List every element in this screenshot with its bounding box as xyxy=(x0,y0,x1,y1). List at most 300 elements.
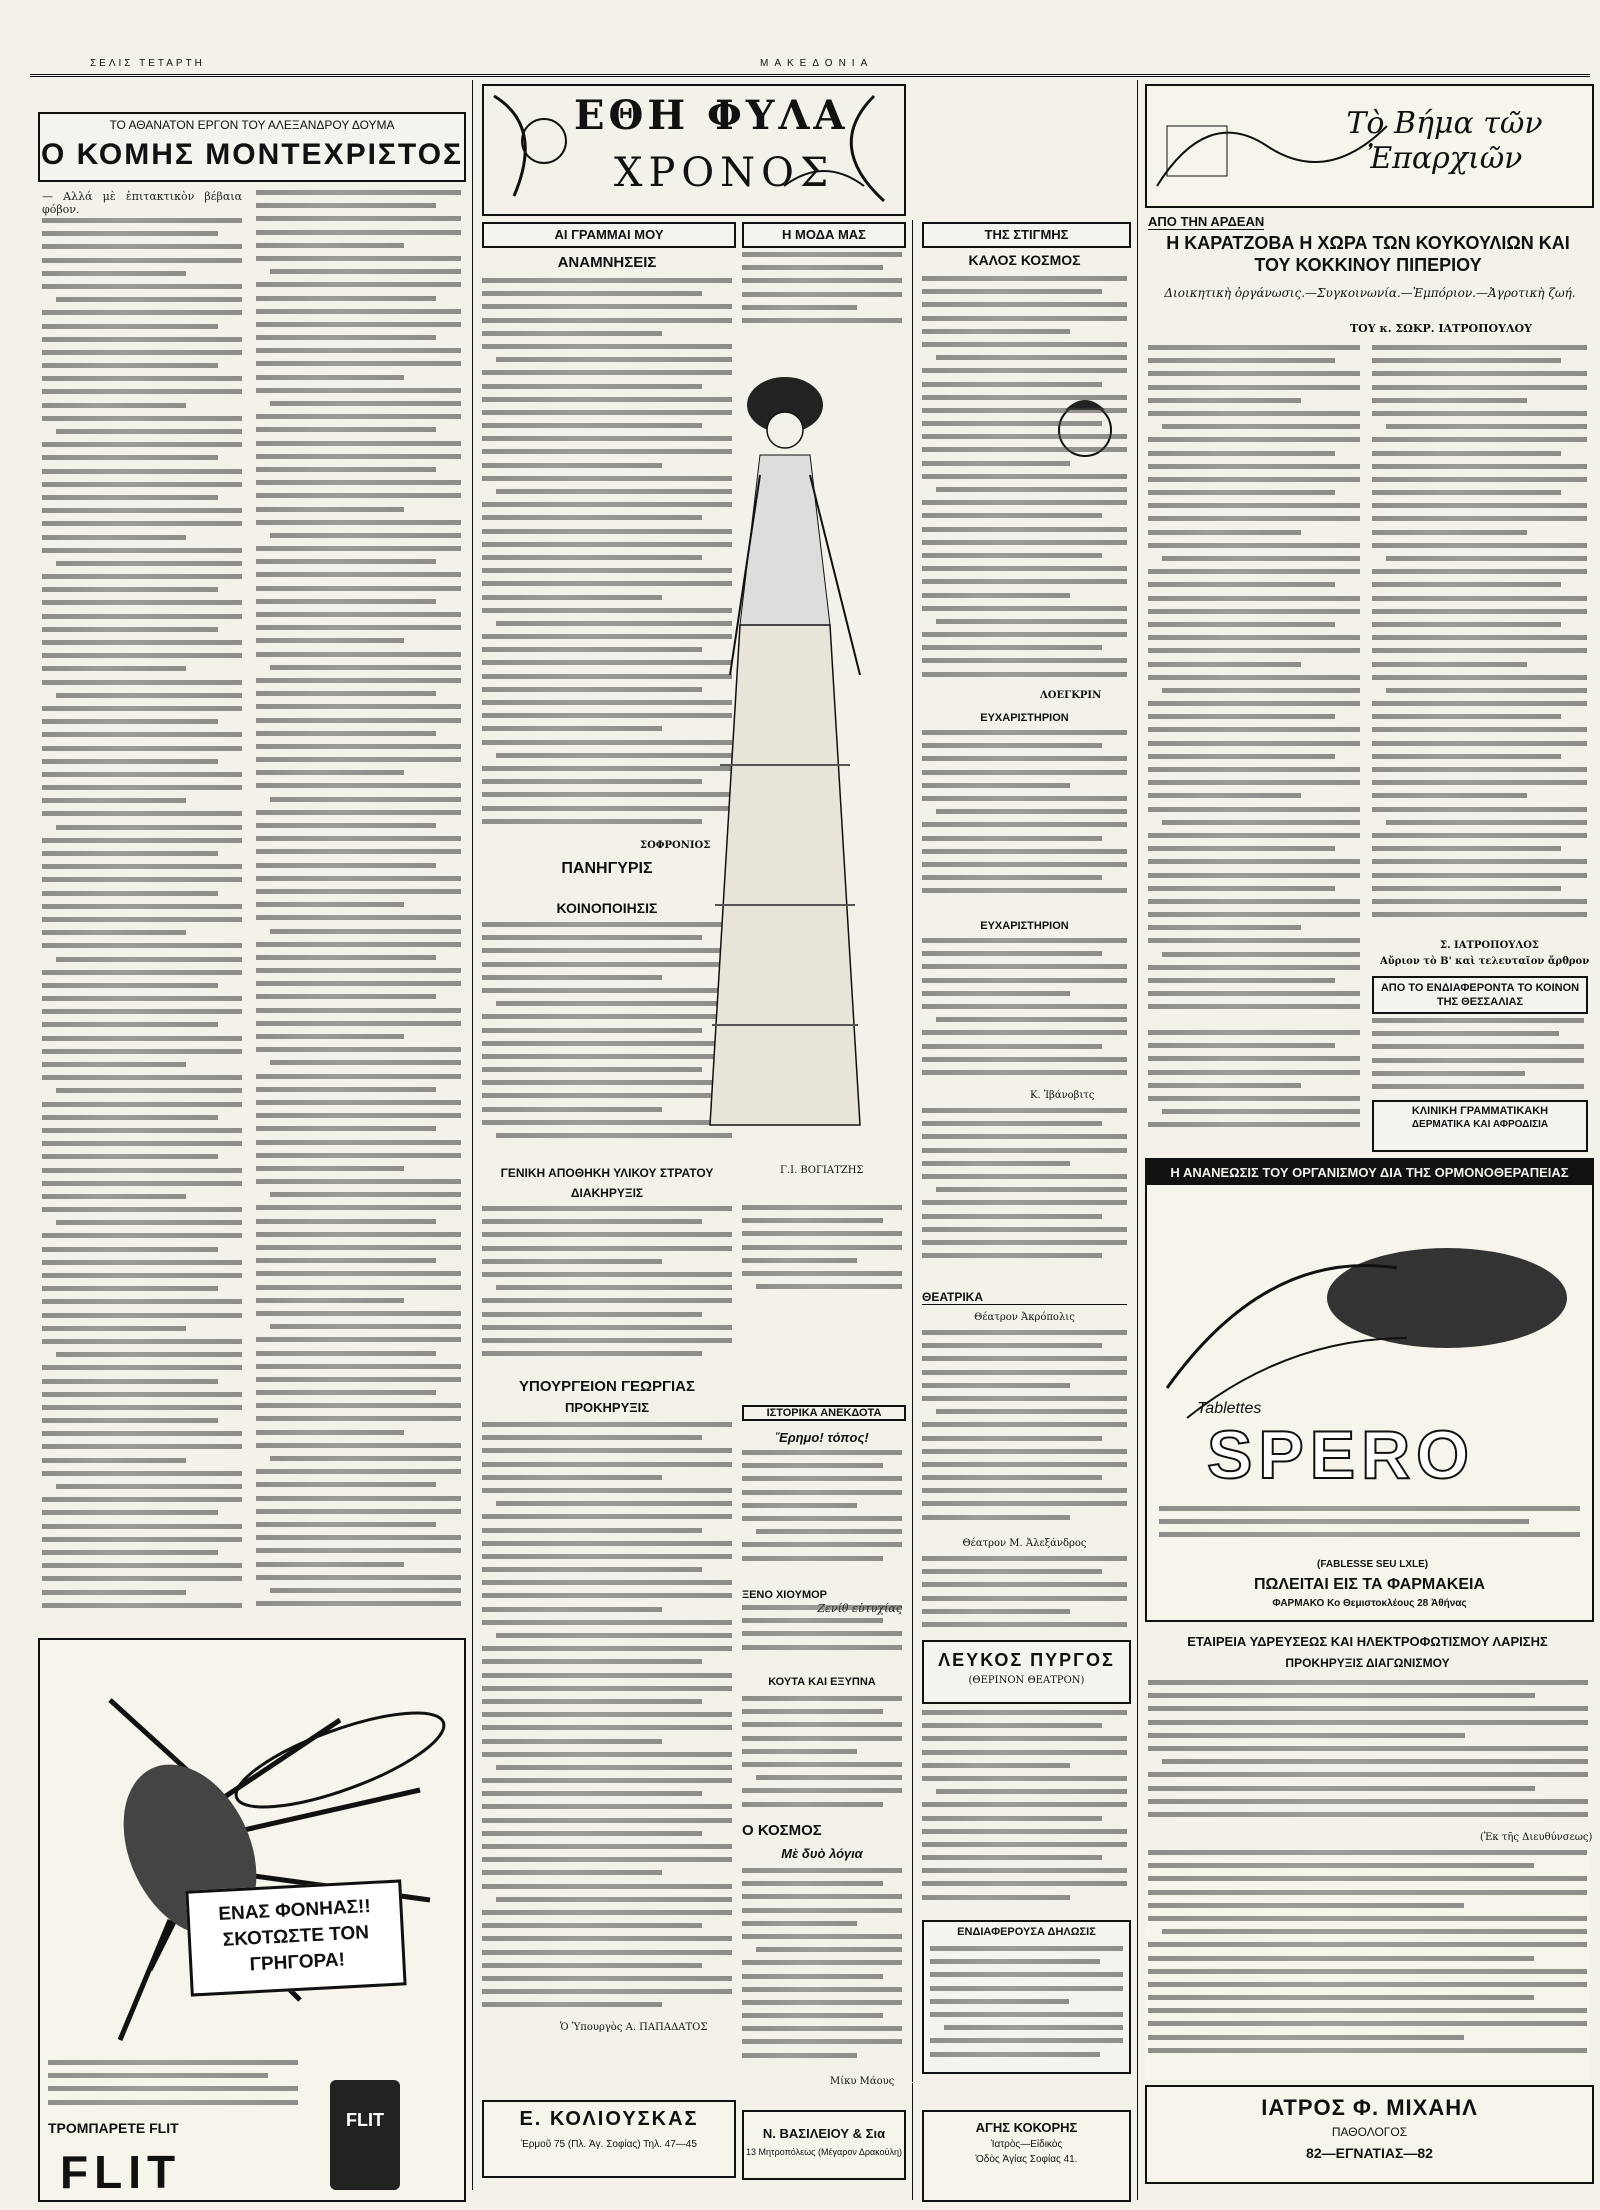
text-line xyxy=(922,1330,1127,1335)
text-line xyxy=(742,305,857,310)
text-line xyxy=(256,467,436,472)
text-line xyxy=(256,1509,461,1514)
text-line xyxy=(482,1989,732,1994)
text-line xyxy=(482,1976,732,1981)
text-line xyxy=(1148,1982,1587,1987)
text-line xyxy=(256,704,461,709)
text-line xyxy=(1148,1916,1587,1921)
text-line xyxy=(1148,938,1360,943)
text-line xyxy=(1148,1004,1360,1009)
text-line xyxy=(1148,1096,1360,1101)
col4-body xyxy=(922,276,1127,686)
text-line xyxy=(42,258,242,263)
fashion-figure xyxy=(660,345,900,1195)
text-line xyxy=(42,1168,242,1173)
text-line xyxy=(42,1497,242,1502)
text-line xyxy=(42,1458,186,1463)
text-line xyxy=(922,1044,1102,1049)
text-line xyxy=(482,1620,732,1625)
text-line xyxy=(482,318,732,323)
text-line xyxy=(1148,345,1360,350)
text-line xyxy=(42,1022,218,1027)
text-line xyxy=(256,889,461,894)
text-line xyxy=(922,1501,1127,1506)
text-line xyxy=(922,645,1102,650)
text-line xyxy=(1372,807,1587,812)
text-line xyxy=(256,1245,461,1250)
text-line xyxy=(1148,477,1360,482)
text-line xyxy=(1148,451,1335,456)
text-line xyxy=(42,1036,242,1041)
text-line xyxy=(1159,1519,1529,1524)
text-line xyxy=(256,361,461,366)
text-line xyxy=(42,535,186,540)
text-line xyxy=(256,1008,461,1013)
text-line xyxy=(482,1593,732,1598)
text-line xyxy=(496,1501,732,1506)
text-line xyxy=(56,297,242,302)
text-line xyxy=(256,256,461,261)
text-line xyxy=(42,1062,186,1067)
text-line xyxy=(482,1475,662,1480)
text-line xyxy=(256,849,461,854)
text-line xyxy=(482,1923,702,1928)
col5-byline: ΤΟΥ κ. ΣΩΚΡ. ΙΑΤΡΟΠΟΥΛΟΥ xyxy=(1350,322,1532,335)
text-line xyxy=(1148,1070,1360,1075)
text-line xyxy=(1148,648,1360,653)
flit-can-illustration xyxy=(330,2080,400,2190)
text-line xyxy=(42,508,242,513)
text-line xyxy=(56,825,242,830)
text-line xyxy=(1159,1506,1580,1511)
text-line xyxy=(930,1959,1100,1964)
text-line xyxy=(42,310,242,315)
col5-bottom-body xyxy=(1148,1850,1587,2070)
text-line xyxy=(482,1528,702,1533)
text-line xyxy=(256,783,461,788)
text-line xyxy=(482,1963,702,1968)
flit-brand: FLIT xyxy=(60,2146,182,2198)
text-line xyxy=(922,382,1102,387)
text-line xyxy=(1148,1772,1588,1777)
text-line xyxy=(42,1207,242,1212)
text-line xyxy=(936,355,1127,360)
text-line xyxy=(482,1325,732,1330)
agri-body xyxy=(482,1422,732,2022)
text-line xyxy=(256,216,461,221)
text-line xyxy=(482,278,732,283)
text-line xyxy=(742,265,883,270)
text-line xyxy=(742,2000,902,2005)
text-line xyxy=(742,1490,902,1495)
text-line xyxy=(1148,490,1335,495)
vasileiou-name: Ν. ΒΑΣΙΛΕΙΟΥ & Σια xyxy=(762,2126,886,2141)
text-line xyxy=(482,1659,702,1664)
text-line xyxy=(256,823,436,828)
col3-head: Η ΜΟΔΑ ΜΑΣ xyxy=(782,227,866,242)
text-line xyxy=(922,540,1127,545)
text-line xyxy=(48,2060,298,2065)
world-sub: Μὲ δυὸ λόγια xyxy=(781,1846,863,1861)
text-line xyxy=(482,1673,732,1678)
text-line xyxy=(1162,952,1360,957)
text-line xyxy=(1372,451,1561,456)
col5-title: Η ΚΑΡΑΤΖΟΒΑ Η ΧΩΡΑ ΤΩΝ ΚΟΥΚΟΥΛΙΩΝ ΚΑΙ ΤΟΥ ΚΟΚΚΙΝΟΥ ΠΙΠΕΡΙΟΥ xyxy=(1166,233,1570,275)
text-line xyxy=(742,1802,883,1807)
text-line xyxy=(42,442,242,447)
section-banner xyxy=(482,84,906,216)
agri-sign: Ὁ Ὑπουργὸς Α. ΠΑΠΑΔΑΤΟΣ xyxy=(560,2022,708,2033)
text-line xyxy=(922,1108,1127,1113)
text-line xyxy=(742,1934,902,1939)
text-line xyxy=(922,991,1070,996)
text-line xyxy=(936,1187,1127,1192)
flit-ad-text xyxy=(48,2060,298,2120)
text-line xyxy=(256,1311,461,1316)
text-line xyxy=(482,1351,702,1356)
text-line xyxy=(922,1174,1127,1179)
text-line xyxy=(742,1974,883,1979)
text-line xyxy=(922,1829,1127,1834)
text-line xyxy=(270,797,461,802)
kolioyskas-addr: Ἑρμοῦ 75 (Πλ. Ἁγ. Σοφίας) Τηλ. 47—45 xyxy=(521,2139,697,2150)
text-line xyxy=(1372,912,1587,917)
text-line xyxy=(922,368,1127,373)
text-line xyxy=(42,798,186,803)
text-line xyxy=(42,1603,242,1608)
text-line xyxy=(742,2039,902,2044)
text-line xyxy=(42,838,242,843)
text-line xyxy=(1148,1030,1360,1035)
text-line xyxy=(482,2002,662,2007)
text-line xyxy=(42,389,242,394)
text-line xyxy=(1148,833,1360,838)
text-line xyxy=(1148,635,1360,640)
text-line xyxy=(922,888,1127,893)
text-line xyxy=(1148,886,1335,891)
text-line xyxy=(922,1622,1127,1627)
text-line xyxy=(482,1791,702,1796)
text-line xyxy=(42,851,218,856)
text-line xyxy=(42,587,218,592)
text-line xyxy=(42,732,242,737)
text-line xyxy=(742,252,902,257)
text-line xyxy=(256,1126,436,1131)
text-line xyxy=(42,1550,218,1555)
text-line xyxy=(482,1272,732,1277)
text-line xyxy=(1372,622,1561,627)
text-line xyxy=(1148,701,1360,706)
text-line xyxy=(742,1868,902,1873)
text-line xyxy=(256,427,436,432)
text-line xyxy=(256,1047,461,1052)
text-line xyxy=(256,507,404,512)
text-line xyxy=(42,983,218,988)
text-line xyxy=(922,593,1070,598)
text-line xyxy=(270,665,461,670)
army-sub: ΔΙΑΚΗΡΥΞΙΣ xyxy=(570,1186,644,1200)
thanks2-head: ΕΥΧΑΡΙΣΤΗΡΙΟΝ xyxy=(980,920,1069,932)
text-line xyxy=(922,1462,1127,1467)
text-line xyxy=(256,770,404,775)
text-line xyxy=(1148,1995,1534,2000)
text-line xyxy=(1148,1786,1535,1791)
text-line xyxy=(42,891,218,896)
text-line xyxy=(922,1842,1127,1847)
text-line xyxy=(742,1618,883,1623)
text-line xyxy=(742,1631,902,1636)
text-line xyxy=(42,1260,242,1265)
text-line xyxy=(42,759,218,764)
text-line xyxy=(742,2026,902,2031)
col1-lead: — Αλλά μὲ ἐπιτακτικὸν βέβαια φόβον. xyxy=(42,190,242,217)
text-line xyxy=(256,388,461,393)
text-line xyxy=(256,1271,461,1276)
text-line xyxy=(42,1313,242,1318)
text-line xyxy=(256,1430,404,1435)
desert-title: Ἔρημο! τόπος! xyxy=(775,1430,869,1445)
text-line xyxy=(922,1515,1070,1520)
flit-ad xyxy=(38,1638,466,2202)
anecdotes-body xyxy=(742,1450,902,1580)
text-line xyxy=(922,796,1127,801)
text-line xyxy=(922,316,1127,321)
text-line xyxy=(42,864,242,869)
text-line xyxy=(42,324,218,329)
text-line xyxy=(756,1775,902,1780)
text-line xyxy=(1372,727,1587,732)
masthead-center: ΜΑΚΕΔΟΝΙΑ xyxy=(760,58,874,69)
text-line xyxy=(1148,873,1360,878)
spero-brand: SPERO xyxy=(1207,1417,1476,1493)
text-line xyxy=(1386,556,1587,561)
text-line xyxy=(256,441,461,446)
text-line xyxy=(1372,490,1561,495)
text-line xyxy=(482,1910,732,1915)
text-line xyxy=(42,1563,242,1568)
text-line xyxy=(256,1179,461,1184)
text-line xyxy=(42,1590,186,1595)
text-line xyxy=(922,1214,1102,1219)
text-line xyxy=(930,2052,1100,2057)
text-line xyxy=(256,1166,404,1171)
text-line xyxy=(930,1946,1123,1951)
text-line xyxy=(482,1435,702,1440)
text-line xyxy=(256,493,461,498)
michail-addr: 82—ΕΓΝΑΤΙΑΣ—82 xyxy=(1306,2145,1433,2161)
text-line xyxy=(1372,741,1587,746)
text-line xyxy=(482,1699,702,1704)
text-line xyxy=(256,1285,461,1290)
text-line xyxy=(1148,807,1360,812)
masthead-left: ΣΕΛΙΣ ΤΕΤΑΡΤΗ xyxy=(90,58,205,69)
text-line xyxy=(742,1749,857,1754)
text-line xyxy=(482,1607,662,1612)
text-line xyxy=(922,632,1127,637)
text-line xyxy=(256,1535,461,1540)
text-line xyxy=(742,1463,883,1468)
vasileiou-ad xyxy=(742,2110,906,2180)
text-line xyxy=(922,1475,1102,1480)
text-line xyxy=(256,1298,404,1303)
text-line xyxy=(1372,1044,1584,1049)
text-line xyxy=(930,1972,1123,1977)
text-line xyxy=(482,1804,732,1809)
text-line xyxy=(742,1709,883,1714)
text-line xyxy=(256,691,436,696)
text-line xyxy=(42,1273,242,1278)
text-line xyxy=(922,527,1127,532)
text-line xyxy=(482,1422,732,1427)
text-line xyxy=(42,746,242,751)
text-line xyxy=(922,1710,1127,1715)
text-line xyxy=(1148,358,1335,363)
text-line xyxy=(256,1443,461,1448)
text-line xyxy=(922,756,1127,761)
text-line xyxy=(742,1542,902,1547)
text-line xyxy=(922,579,1127,584)
text-line xyxy=(42,244,242,249)
clinic-ad xyxy=(1372,1100,1588,1152)
text-line xyxy=(922,1582,1127,1587)
text-line xyxy=(922,1396,1127,1401)
text-line xyxy=(42,455,218,460)
text-line xyxy=(742,1476,902,1481)
text-line xyxy=(922,1750,1127,1755)
spero-brand-line: (FABLESSE SEU LXLE) xyxy=(1317,1559,1429,1570)
text-line xyxy=(482,1232,732,1237)
text-line xyxy=(256,309,461,314)
foreign-head-row xyxy=(742,1583,902,1601)
text-line xyxy=(42,706,242,711)
text-line xyxy=(482,1567,702,1572)
text-line xyxy=(256,1219,436,1224)
text-line xyxy=(42,1471,242,1476)
text-line xyxy=(1372,477,1587,482)
text-line xyxy=(42,785,242,790)
text-line xyxy=(1372,793,1527,798)
text-line xyxy=(42,1075,242,1080)
text-line xyxy=(1148,2008,1587,2013)
text-line xyxy=(922,849,1127,854)
text-line xyxy=(742,1645,902,1650)
world-sign: Μίκυ Μάους xyxy=(830,2076,895,2087)
text-line xyxy=(256,559,436,564)
text-line xyxy=(42,1524,242,1529)
text-line xyxy=(42,1576,242,1581)
text-line xyxy=(482,1488,732,1493)
provinces-title: Τὸ Βήμα τῶν Ἐπαρχιῶν xyxy=(1346,106,1543,176)
text-line xyxy=(1148,1043,1335,1048)
text-line xyxy=(42,1299,242,1304)
thanks2-sign: Κ. Ἰβάνοβιτς xyxy=(1030,1090,1095,1101)
text-line xyxy=(42,970,242,975)
text-line xyxy=(256,678,461,683)
text-line xyxy=(1372,411,1587,416)
text-line xyxy=(742,1722,902,1727)
text-line xyxy=(42,1128,242,1133)
thanks2-body xyxy=(922,938,1127,1088)
text-line xyxy=(1372,569,1587,574)
text-line xyxy=(482,595,662,600)
text-line xyxy=(944,2025,1123,2030)
text-line xyxy=(1148,516,1360,521)
text-line xyxy=(1148,2035,1464,2040)
theatre1-body xyxy=(922,1330,1127,1530)
text-line xyxy=(256,718,461,723)
text-line xyxy=(922,672,1127,677)
text-line xyxy=(922,862,1127,867)
text-line xyxy=(922,1895,1070,1900)
text-line xyxy=(1148,912,1360,917)
festival-title: ΠΑΝΗΓΥΡΙΣ xyxy=(561,860,653,877)
text-line xyxy=(922,1449,1127,1454)
text-line xyxy=(930,1986,1123,1991)
text-line xyxy=(256,1562,404,1567)
text-line xyxy=(922,1776,1127,1781)
text-line xyxy=(256,1469,461,1474)
text-line xyxy=(256,1351,436,1356)
text-line xyxy=(42,640,242,645)
text-line xyxy=(256,1087,436,1092)
text-line xyxy=(936,619,1127,624)
text-line xyxy=(922,1356,1127,1361)
masthead xyxy=(30,60,1590,77)
text-line xyxy=(756,1947,902,1952)
text-line xyxy=(56,429,242,434)
text-line xyxy=(1148,965,1360,970)
doctor-name: ΑΓΗΣ ΚΟΚΟΡΗΣ xyxy=(975,2120,1078,2135)
text-line xyxy=(742,1987,902,1992)
kolioyskas-ad xyxy=(482,2100,736,2178)
army-body xyxy=(482,1206,732,1366)
text-line xyxy=(1372,675,1587,680)
company-body xyxy=(1148,1680,1588,1830)
text-line xyxy=(742,1908,902,1913)
text-line xyxy=(256,203,436,208)
text-line xyxy=(922,302,1127,307)
column-rule xyxy=(912,220,913,2200)
text-line xyxy=(42,521,242,526)
text-line xyxy=(922,329,1070,334)
text-line xyxy=(1372,596,1587,601)
text-line xyxy=(1372,859,1587,864)
text-line xyxy=(1148,503,1360,508)
text-line xyxy=(922,1596,1127,1601)
text-line xyxy=(42,1115,218,1120)
text-line xyxy=(42,1326,186,1331)
text-line xyxy=(1386,424,1587,429)
text-line xyxy=(56,1352,242,1357)
col1-title-box xyxy=(38,112,466,182)
text-line xyxy=(1372,701,1587,706)
text-line xyxy=(1148,1799,1588,1804)
illustrator-sign: Γ.Ι. ΒΟΓΙΑΤΖΗΣ xyxy=(780,1165,864,1176)
text-line xyxy=(922,1200,1127,1205)
text-line xyxy=(482,1884,732,1889)
text-line xyxy=(742,1921,857,1926)
text-line xyxy=(482,1219,702,1224)
text-line xyxy=(42,376,242,381)
text-line xyxy=(482,1857,732,1862)
text-line xyxy=(1148,1083,1301,1088)
col1-kicker: ΤΟ ΑΘΑΝΑΤΟΝ ΕΡΓΟΝ ΤΟΥ ΑΛΕΞΑΝΔΡΟΥ ΔΟΥΜΑ xyxy=(109,118,395,132)
col4-notice xyxy=(922,1108,1127,1278)
text-line xyxy=(922,1723,1102,1728)
text-line xyxy=(922,730,1127,735)
text-line xyxy=(482,1462,732,1467)
text-line xyxy=(256,836,461,841)
